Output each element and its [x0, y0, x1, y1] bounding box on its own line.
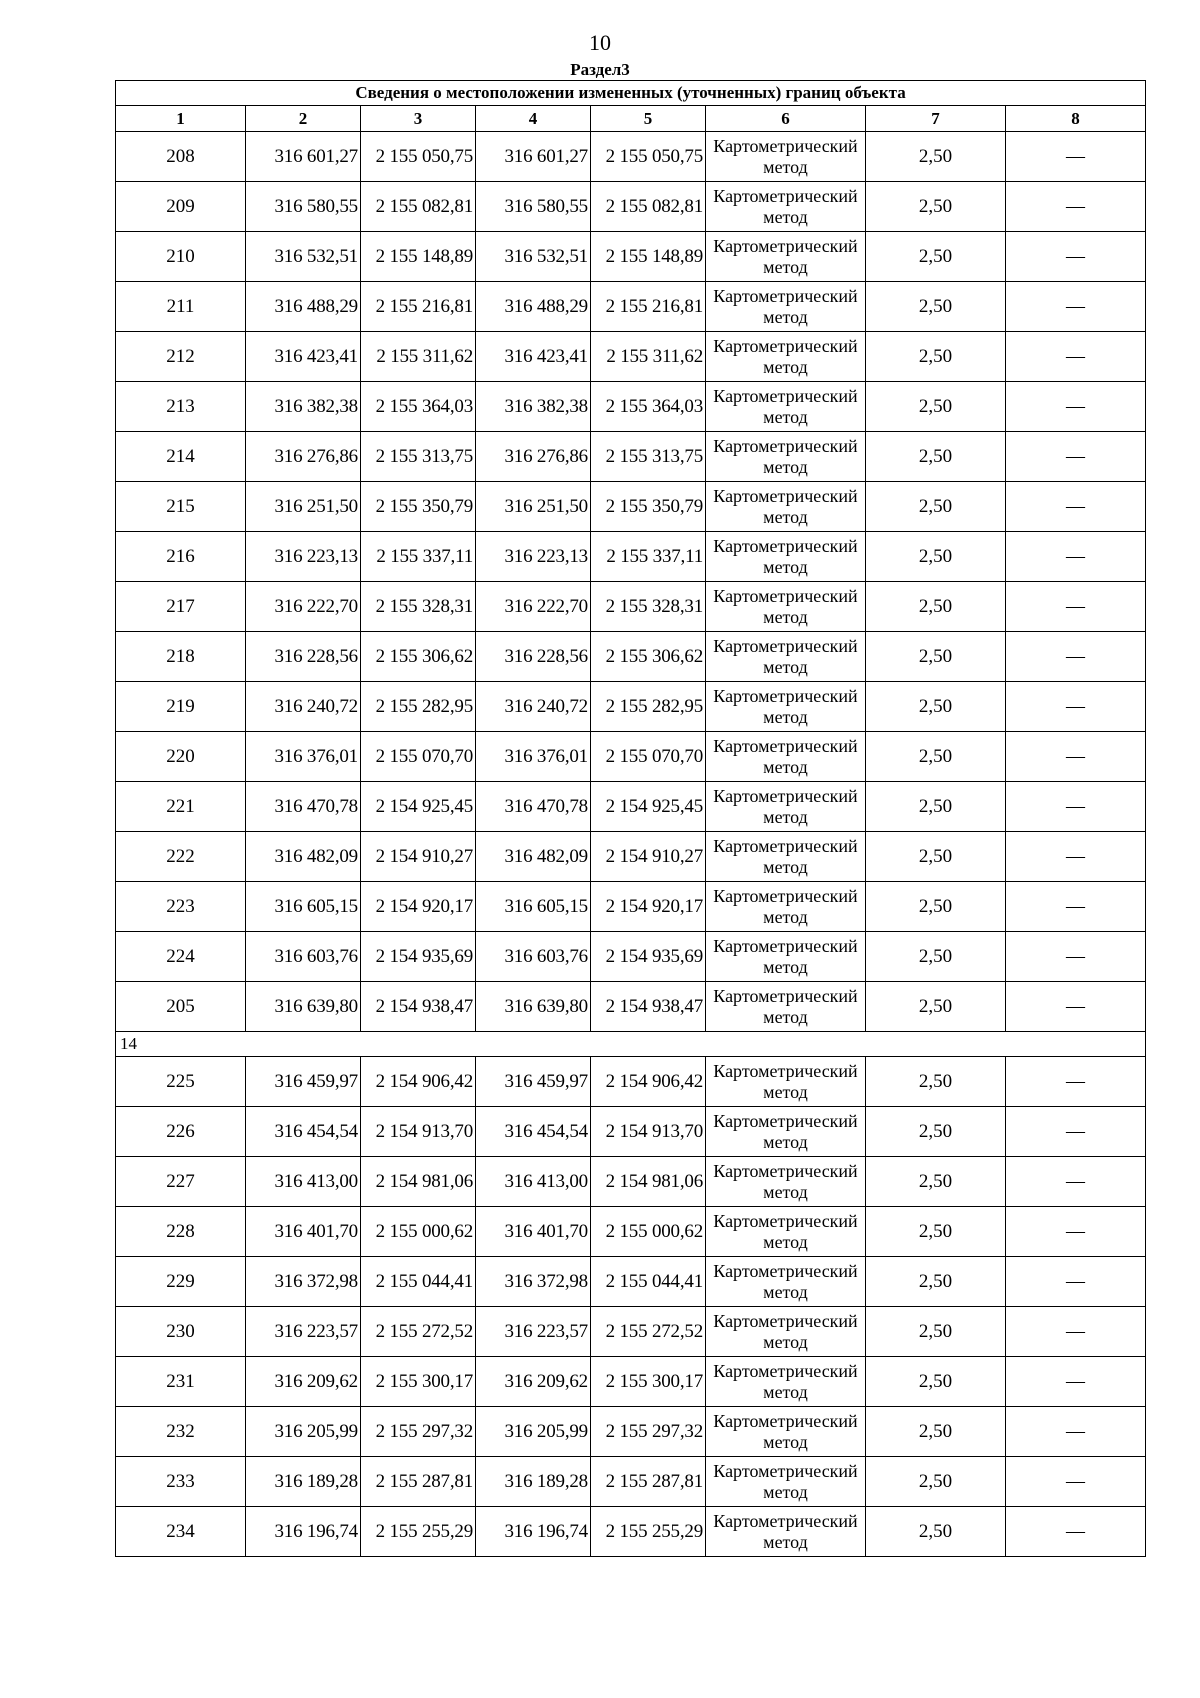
x-old-cell: 316 580,55 — [246, 182, 361, 232]
x-old-cell: 316 222,70 — [246, 582, 361, 632]
y-new-cell: 2 155 272,52 — [591, 1307, 706, 1357]
x-new-cell: 316 376,01 — [476, 732, 591, 782]
point-number-cell: 209 — [116, 182, 246, 232]
y-old-cell: 2 155 272,52 — [361, 1307, 476, 1357]
x-old-cell: 316 372,98 — [246, 1257, 361, 1307]
y-new-cell: 2 155 337,11 — [591, 532, 706, 582]
accuracy-cell: 2,50 — [866, 132, 1006, 182]
accuracy-cell: 2,50 — [866, 1357, 1006, 1407]
table-row — [116, 1407, 1146, 1457]
accuracy-cell: 2,50 — [866, 932, 1006, 982]
note-cell: — — [1006, 632, 1146, 682]
method-cell: Картометрический метод — [706, 432, 866, 482]
method-cell: Картометрический метод — [706, 1057, 866, 1107]
y-new-cell: 2 155 313,75 — [591, 432, 706, 482]
method-cell: Картометрический метод — [706, 1407, 866, 1457]
note-cell: — — [1006, 232, 1146, 282]
accuracy-cell: 2,50 — [866, 1457, 1006, 1507]
x-new-cell: 316 413,00 — [476, 1157, 591, 1207]
x-old-cell: 316 240,72 — [246, 682, 361, 732]
accuracy-cell: 2,50 — [866, 832, 1006, 882]
method-cell: Картометрический метод — [706, 382, 866, 432]
table-row — [116, 132, 1146, 182]
table-row — [116, 1307, 1146, 1357]
x-new-cell: 316 639,80 — [476, 982, 591, 1032]
table-row — [116, 582, 1146, 632]
accuracy-cell: 2,50 — [866, 1107, 1006, 1157]
method-cell: Картометрический метод — [706, 1507, 866, 1557]
x-new-cell: 316 372,98 — [476, 1257, 591, 1307]
accuracy-cell: 2,50 — [866, 582, 1006, 632]
accuracy-cell: 2,50 — [866, 1407, 1006, 1457]
method-cell: Картометрический метод — [706, 1207, 866, 1257]
y-old-cell: 2 154 925,45 — [361, 782, 476, 832]
note-cell: — — [1006, 1357, 1146, 1407]
note-cell: — — [1006, 1407, 1146, 1457]
y-new-cell: 2 154 925,45 — [591, 782, 706, 832]
column-number-8: 8 — [1006, 106, 1146, 132]
method-cell: Картометрический метод — [706, 132, 866, 182]
y-old-cell: 2 155 306,62 — [361, 632, 476, 682]
accuracy-cell: 2,50 — [866, 982, 1006, 1032]
accuracy-cell: 2,50 — [866, 1157, 1006, 1207]
column-number-3: 3 — [361, 106, 476, 132]
y-new-cell: 2 154 910,27 — [591, 832, 706, 882]
y-old-cell: 2 155 050,75 — [361, 132, 476, 182]
point-number-cell: 234 — [116, 1507, 246, 1557]
x-new-cell: 316 251,50 — [476, 482, 591, 532]
note-cell: — — [1006, 1057, 1146, 1107]
x-old-cell: 316 401,70 — [246, 1207, 361, 1257]
accuracy-cell: 2,50 — [866, 732, 1006, 782]
contour-number: 14 — [116, 1032, 1146, 1057]
y-old-cell: 2 155 216,81 — [361, 282, 476, 332]
column-number-4: 4 — [476, 106, 591, 132]
method-cell: Картометрический метод — [706, 1157, 866, 1207]
point-number-cell: 227 — [116, 1157, 246, 1207]
table-row — [116, 382, 1146, 432]
y-old-cell: 2 154 913,70 — [361, 1107, 476, 1157]
table-row — [116, 232, 1146, 282]
y-new-cell: 2 154 938,47 — [591, 982, 706, 1032]
method-cell: Картометрический метод — [706, 782, 866, 832]
note-cell: — — [1006, 1107, 1146, 1157]
x-old-cell: 316 605,15 — [246, 882, 361, 932]
table-row — [116, 682, 1146, 732]
table-row — [116, 1207, 1146, 1257]
note-cell: — — [1006, 332, 1146, 382]
y-old-cell: 2 154 935,69 — [361, 932, 476, 982]
point-number-cell: 231 — [116, 1357, 246, 1407]
y-new-cell: 2 155 311,62 — [591, 332, 706, 382]
y-old-cell: 2 154 920,17 — [361, 882, 476, 932]
table-row — [116, 532, 1146, 582]
column-number-1: 1 — [116, 106, 246, 132]
y-old-cell: 2 155 328,31 — [361, 582, 476, 632]
y-old-cell: 2 155 255,29 — [361, 1507, 476, 1557]
x-old-cell: 316 470,78 — [246, 782, 361, 832]
method-cell: Картометрический метод — [706, 882, 866, 932]
method-cell: Картометрический метод — [706, 1107, 866, 1157]
accuracy-cell: 2,50 — [866, 632, 1006, 682]
point-number-cell: 216 — [116, 532, 246, 582]
y-old-cell: 2 155 313,75 — [361, 432, 476, 482]
note-cell: — — [1006, 1457, 1146, 1507]
x-old-cell: 316 639,80 — [246, 982, 361, 1032]
point-number-cell: 217 — [116, 582, 246, 632]
point-number-cell: 208 — [116, 132, 246, 182]
note-cell: — — [1006, 1257, 1146, 1307]
y-new-cell: 2 155 070,70 — [591, 732, 706, 782]
x-new-cell: 316 222,70 — [476, 582, 591, 632]
x-new-cell: 316 196,74 — [476, 1507, 591, 1557]
table-caption-row — [116, 81, 1146, 106]
x-old-cell: 316 413,00 — [246, 1157, 361, 1207]
y-old-cell: 2 155 364,03 — [361, 382, 476, 432]
y-new-cell: 2 154 935,69 — [591, 932, 706, 982]
note-cell: — — [1006, 732, 1146, 782]
y-new-cell: 2 155 082,81 — [591, 182, 706, 232]
column-number-6: 6 — [706, 106, 866, 132]
x-old-cell: 316 532,51 — [246, 232, 361, 282]
x-new-cell: 316 454,54 — [476, 1107, 591, 1157]
note-cell: — — [1006, 932, 1146, 982]
y-new-cell: 2 155 255,29 — [591, 1507, 706, 1557]
y-old-cell: 2 155 082,81 — [361, 182, 476, 232]
table-body — [116, 132, 1146, 1557]
x-old-cell: 316 376,01 — [246, 732, 361, 782]
x-new-cell: 316 470,78 — [476, 782, 591, 832]
y-new-cell: 2 155 050,75 — [591, 132, 706, 182]
point-number-cell: 229 — [116, 1257, 246, 1307]
accuracy-cell: 2,50 — [866, 1057, 1006, 1107]
accuracy-cell: 2,50 — [866, 1257, 1006, 1307]
y-new-cell: 2 154 913,70 — [591, 1107, 706, 1157]
table-row — [116, 882, 1146, 932]
page-number: 10 — [589, 30, 611, 55]
x-new-cell: 316 205,99 — [476, 1407, 591, 1457]
y-old-cell: 2 154 910,27 — [361, 832, 476, 882]
method-cell: Картометрический метод — [706, 632, 866, 682]
table-row — [116, 282, 1146, 332]
y-new-cell: 2 154 920,17 — [591, 882, 706, 932]
table-row — [116, 1357, 1146, 1407]
x-old-cell: 316 205,99 — [246, 1407, 361, 1457]
method-cell: Картометрический метод — [706, 282, 866, 332]
y-new-cell: 2 155 297,32 — [591, 1407, 706, 1457]
point-number-cell: 221 — [116, 782, 246, 832]
method-cell: Картометрический метод — [706, 232, 866, 282]
y-new-cell: 2 155 282,95 — [591, 682, 706, 732]
y-old-cell: 2 155 287,81 — [361, 1457, 476, 1507]
x-new-cell: 316 401,70 — [476, 1207, 591, 1257]
y-new-cell: 2 155 044,41 — [591, 1257, 706, 1307]
note-cell: — — [1006, 682, 1146, 732]
table-caption: Сведения о местоположении измененных (уточненных) границ объекта — [116, 81, 1146, 106]
y-new-cell: 2 155 287,81 — [591, 1457, 706, 1507]
table-row — [116, 1157, 1146, 1207]
y-new-cell: 2 155 148,89 — [591, 232, 706, 282]
note-cell: — — [1006, 532, 1146, 582]
method-cell: Картометрический метод — [706, 932, 866, 982]
table-row — [116, 432, 1146, 482]
x-old-cell: 316 601,27 — [246, 132, 361, 182]
boundary-coordinates-table — [115, 80, 1146, 1557]
x-old-cell: 316 209,62 — [246, 1357, 361, 1407]
accuracy-cell: 2,50 — [866, 432, 1006, 482]
point-number-cell: 212 — [116, 332, 246, 382]
x-new-cell: 316 223,57 — [476, 1307, 591, 1357]
point-number-cell: 213 — [116, 382, 246, 432]
method-cell: Картометрический метод — [706, 1357, 866, 1407]
accuracy-cell: 2,50 — [866, 682, 1006, 732]
method-cell: Картометрический метод — [706, 682, 866, 732]
point-number-cell: 210 — [116, 232, 246, 282]
note-cell: — — [1006, 782, 1146, 832]
note-cell: — — [1006, 1307, 1146, 1357]
x-new-cell: 316 488,29 — [476, 282, 591, 332]
point-number-cell: 214 — [116, 432, 246, 482]
note-cell: — — [1006, 982, 1146, 1032]
y-old-cell: 2 155 044,41 — [361, 1257, 476, 1307]
x-new-cell: 316 189,28 — [476, 1457, 591, 1507]
method-cell: Картометрический метод — [706, 182, 866, 232]
point-number-cell: 218 — [116, 632, 246, 682]
method-cell: Картометрический метод — [706, 1257, 866, 1307]
table-row — [116, 982, 1146, 1032]
x-old-cell: 316 488,29 — [246, 282, 361, 332]
y-old-cell: 2 155 311,62 — [361, 332, 476, 382]
x-new-cell: 316 532,51 — [476, 232, 591, 282]
point-number-cell: 230 — [116, 1307, 246, 1357]
note-cell: — — [1006, 282, 1146, 332]
note-cell: — — [1006, 482, 1146, 532]
point-number-cell: 215 — [116, 482, 246, 532]
point-number-cell: 228 — [116, 1207, 246, 1257]
accuracy-cell: 2,50 — [866, 1507, 1006, 1557]
x-old-cell: 316 276,86 — [246, 432, 361, 482]
y-old-cell: 2 155 148,89 — [361, 232, 476, 282]
x-new-cell: 316 423,41 — [476, 332, 591, 382]
method-cell: Картометрический метод — [706, 532, 866, 582]
accuracy-cell: 2,50 — [866, 232, 1006, 282]
x-old-cell: 316 603,76 — [246, 932, 361, 982]
x-old-cell: 316 196,74 — [246, 1507, 361, 1557]
note-cell: — — [1006, 1207, 1146, 1257]
y-new-cell: 2 155 300,17 — [591, 1357, 706, 1407]
method-cell: Картометрический метод — [706, 1457, 866, 1507]
y-old-cell: 2 154 981,06 — [361, 1157, 476, 1207]
x-old-cell: 316 189,28 — [246, 1457, 361, 1507]
x-old-cell: 316 251,50 — [246, 482, 361, 532]
x-new-cell: 316 459,97 — [476, 1057, 591, 1107]
x-new-cell: 316 482,09 — [476, 832, 591, 882]
x-new-cell: 316 209,62 — [476, 1357, 591, 1407]
point-number-cell: 222 — [116, 832, 246, 882]
table-row — [116, 332, 1146, 382]
y-old-cell: 2 155 282,95 — [361, 682, 476, 732]
x-new-cell: 316 240,72 — [476, 682, 591, 732]
x-old-cell: 316 223,57 — [246, 1307, 361, 1357]
note-cell: — — [1006, 1507, 1146, 1557]
note-cell: — — [1006, 1157, 1146, 1207]
accuracy-cell: 2,50 — [866, 482, 1006, 532]
section-title: Раздел3 — [570, 60, 630, 79]
y-old-cell: 2 154 906,42 — [361, 1057, 476, 1107]
x-new-cell: 316 603,76 — [476, 932, 591, 982]
y-old-cell: 2 154 938,47 — [361, 982, 476, 1032]
x-old-cell: 316 454,54 — [246, 1107, 361, 1157]
note-cell: — — [1006, 132, 1146, 182]
x-new-cell: 316 276,86 — [476, 432, 591, 482]
table-row — [116, 932, 1146, 982]
y-old-cell: 2 155 297,32 — [361, 1407, 476, 1457]
note-cell: — — [1006, 432, 1146, 482]
table-row — [116, 1257, 1146, 1307]
point-number-cell: 224 — [116, 932, 246, 982]
point-number-cell: 226 — [116, 1107, 246, 1157]
x-old-cell: 316 228,56 — [246, 632, 361, 682]
table-row — [116, 632, 1146, 682]
method-cell: Картометрический метод — [706, 582, 866, 632]
y-new-cell: 2 155 350,79 — [591, 482, 706, 532]
point-number-cell: 232 — [116, 1407, 246, 1457]
table-row — [116, 832, 1146, 882]
accuracy-cell: 2,50 — [866, 282, 1006, 332]
y-new-cell: 2 155 364,03 — [591, 382, 706, 432]
x-new-cell: 316 223,13 — [476, 532, 591, 582]
method-cell: Картометрический метод — [706, 332, 866, 382]
accuracy-cell: 2,50 — [866, 382, 1006, 432]
x-old-cell: 316 423,41 — [246, 332, 361, 382]
table-row — [116, 1507, 1146, 1557]
accuracy-cell: 2,50 — [866, 182, 1006, 232]
y-old-cell: 2 155 350,79 — [361, 482, 476, 532]
table-row — [116, 482, 1146, 532]
y-new-cell: 2 155 216,81 — [591, 282, 706, 332]
x-old-cell: 316 382,38 — [246, 382, 361, 432]
table-row — [116, 182, 1146, 232]
accuracy-cell: 2,50 — [866, 532, 1006, 582]
note-cell: — — [1006, 382, 1146, 432]
point-number-cell: 205 — [116, 982, 246, 1032]
y-new-cell: 2 155 000,62 — [591, 1207, 706, 1257]
point-number-cell: 223 — [116, 882, 246, 932]
column-number-2: 2 — [246, 106, 361, 132]
note-cell: — — [1006, 182, 1146, 232]
accuracy-cell: 2,50 — [866, 882, 1006, 932]
note-cell: — — [1006, 582, 1146, 632]
accuracy-cell: 2,50 — [866, 332, 1006, 382]
method-cell: Картометрический метод — [706, 1307, 866, 1357]
column-number-5: 5 — [591, 106, 706, 132]
accuracy-cell: 2,50 — [866, 1307, 1006, 1357]
column-number-7: 7 — [866, 106, 1006, 132]
x-old-cell: 316 459,97 — [246, 1057, 361, 1107]
x-new-cell: 316 382,38 — [476, 382, 591, 432]
method-cell: Картометрический метод — [706, 482, 866, 532]
y-new-cell: 2 155 328,31 — [591, 582, 706, 632]
x-new-cell: 316 601,27 — [476, 132, 591, 182]
y-new-cell: 2 154 906,42 — [591, 1057, 706, 1107]
x-old-cell: 316 223,13 — [246, 532, 361, 582]
table-row — [116, 1107, 1146, 1157]
accuracy-cell: 2,50 — [866, 1207, 1006, 1257]
note-cell: — — [1006, 882, 1146, 932]
y-new-cell: 2 154 981,06 — [591, 1157, 706, 1207]
accuracy-cell: 2,50 — [866, 782, 1006, 832]
y-new-cell: 2 155 306,62 — [591, 632, 706, 682]
x-new-cell: 316 228,56 — [476, 632, 591, 682]
x-new-cell: 316 580,55 — [476, 182, 591, 232]
table-row — [116, 732, 1146, 782]
method-cell: Картометрический метод — [706, 982, 866, 1032]
column-number-row — [116, 106, 1146, 132]
contour-group-row — [116, 1032, 1146, 1057]
y-old-cell: 2 155 337,11 — [361, 532, 476, 582]
table-row — [116, 1057, 1146, 1107]
y-old-cell: 2 155 000,62 — [361, 1207, 476, 1257]
x-new-cell: 316 605,15 — [476, 882, 591, 932]
note-cell: — — [1006, 832, 1146, 882]
point-number-cell: 219 — [116, 682, 246, 732]
point-number-cell: 220 — [116, 732, 246, 782]
x-old-cell: 316 482,09 — [246, 832, 361, 882]
table-row — [116, 782, 1146, 832]
y-old-cell: 2 155 070,70 — [361, 732, 476, 782]
point-number-cell: 225 — [116, 1057, 246, 1107]
y-old-cell: 2 155 300,17 — [361, 1357, 476, 1407]
table-row — [116, 1457, 1146, 1507]
point-number-cell: 211 — [116, 282, 246, 332]
point-number-cell: 233 — [116, 1457, 246, 1507]
method-cell: Картометрический метод — [706, 732, 866, 782]
method-cell: Картометрический метод — [706, 832, 866, 882]
